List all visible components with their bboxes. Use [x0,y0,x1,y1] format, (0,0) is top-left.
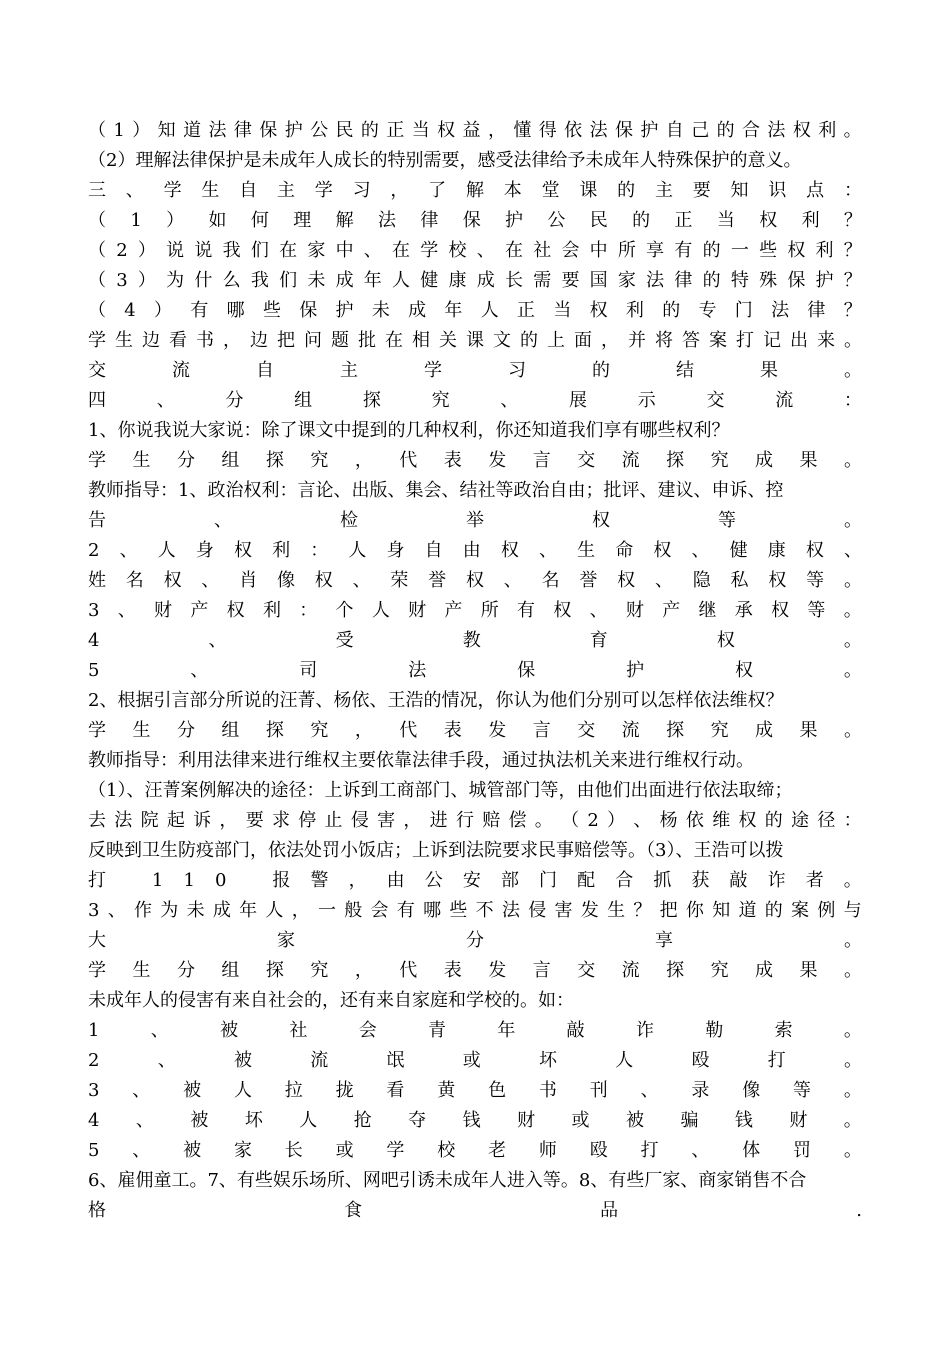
text-line: 格 食 品 . [88,1200,862,1221]
text-line: 反映到卫生防疫部门，依法处罚小饭店；上诉到法院要求民事赔偿等。（3）、王浩可以拨 [88,840,784,861]
text-line: 6、雇佣童工。7、有些娱乐场所、网吧引诱未成年人进入等。8、有些厂家、商家销售不合 [88,1170,807,1191]
text-line: 去 法 院 起 诉 ， 要 求 停 止 侵 害 ， 进 行 赔 偿 。 （ 2 ） 、 杨 依 维 权 的 途 径 ： [88,810,862,831]
text-line: （ 2 ） 说 说 我 们 在 家 中 、 在 学 校 、 在 社 会 中 所 享 有 的 一 些 权 利 ？ [88,240,862,261]
text-line: （ 1 ） 如 何 理 解 法 律 保 护 公 民 的 正 当 权 利 ？ [88,210,862,231]
text-line: 2 、 被 流 氓 或 坏 人 殴 打 。 [88,1050,862,1071]
text-line: 5 、 司 法 保 护 权 。 [88,660,862,681]
text-line: （2）理解法律保护是未成年人成长的特别需要，感受法律给予未成年人特殊保护的意义。 [88,150,802,171]
text-line: 3 、 作 为 未 成 年 人 ， 一 般 会 有 哪 些 不 法 侵 害 发 生 ？ 把 你 知 道 的 案 例 与 [88,900,862,921]
text-line: 学 生 分 组 探 究 ， 代 表 发 言 交 流 探 究 成 果 。 [88,450,862,471]
text-line: 姓 名 权 、 肖 像 权 、 荣 誉 权 、 名 誉 权 、 隐 私 权 等 。 [88,570,862,591]
text-line: 学 生 分 组 探 究 ， 代 表 发 言 交 流 探 究 成 果 。 [88,960,862,981]
text-line: 1 、 被 社 会 青 年 敲 诈 勒 索 。 [88,1020,862,1041]
text-line: 教师指导：1、政治权利：言论、出版、集会、结社等政治自由；批评、建议、申诉、控 [88,480,784,501]
text-line: 2、根据引言部分所说的汪菁、杨依、王浩的情况，你认为他们分别可以怎样依法维权？ [88,690,784,711]
text-line: 5 、 被 家 长 或 学 校 老 师 殴 打 、 体 罚 。 [88,1140,862,1161]
text-line: 3 、 被 人 拉 拢 看 黄 色 书 刊 、 录 像 等 。 [88,1080,862,1101]
text-line: 打 1 1 0 报 警 ， 由 公 安 部 门 配 合 抓 获 敲 诈 者 。 [88,870,862,891]
document-page [88,116,862,1226]
text-line: 2 、 人 身 权 利 ： 人 身 自 由 权 、 生 命 权 、 健 康 权 、 [88,540,862,561]
text-line: 学 生 边 看 书 ， 边 把 问 题 批 在 相 关 课 文 的 上 面 ， 并 将 答 案 打 记 出 来 。 [88,330,862,351]
text-line: （ 4 ） 有 哪 些 保 护 未 成 年 人 正 当 权 利 的 专 门 法 律 ？ [88,300,862,321]
text-line: 4 、 受 教 育 权 。 [88,630,862,651]
text-line: 三 、 学 生 自 主 学 习 ， 了 解 本 堂 课 的 主 要 知 识 点 ： [88,180,862,201]
text-line: 教师指导：利用法律来进行维权主要依靠法律手段，通过执法机关来进行维权行动。 [88,750,754,771]
text-line: （1）、汪菁案例解决的途径：上诉到工商部门、城管部门等，由他们出面进行依法取缔； [88,780,793,801]
text-line: 3 、 财 产 权 利 ： 个 人 财 产 所 有 权 、 财 产 继 承 权 等 。 [88,600,862,621]
text-line: 4 、 被 坏 人 抢 夺 钱 财 或 被 骗 钱 财 。 [88,1110,862,1131]
text-line: 1、你说我说大家说：除了课文中提到的几种权利，你还知道我们享有哪些权利？ [88,420,730,441]
text-line: 四 、 分 组 探 究 、 展 示 交 流 ： [88,390,862,411]
text-line: 交 流 自 主 学 习 的 结 果 。 [88,360,862,381]
text-line: 未成年人的侵害有来自社会的，还有来自家庭和学校的。如： [88,990,574,1011]
text-line: （ 3 ） 为 什 么 我 们 未 成 年 人 健 康 成 长 需 要 国 家 法 律 的 特 殊 保 护 ？ [88,270,862,291]
text-line: 大 家 分 享 。 [88,930,862,951]
text-line: （ 1 ） 知 道 法 律 保 护 公 民 的 正 当 权 益 ， 懂 得 依 法 保 护 自 己 的 合 法 权 利 。 [88,120,862,141]
text-line: 告 、 检 举 权 等 。 [88,510,862,531]
text-line: 学 生 分 组 探 究 ， 代 表 发 言 交 流 探 究 成 果 。 [88,720,862,741]
